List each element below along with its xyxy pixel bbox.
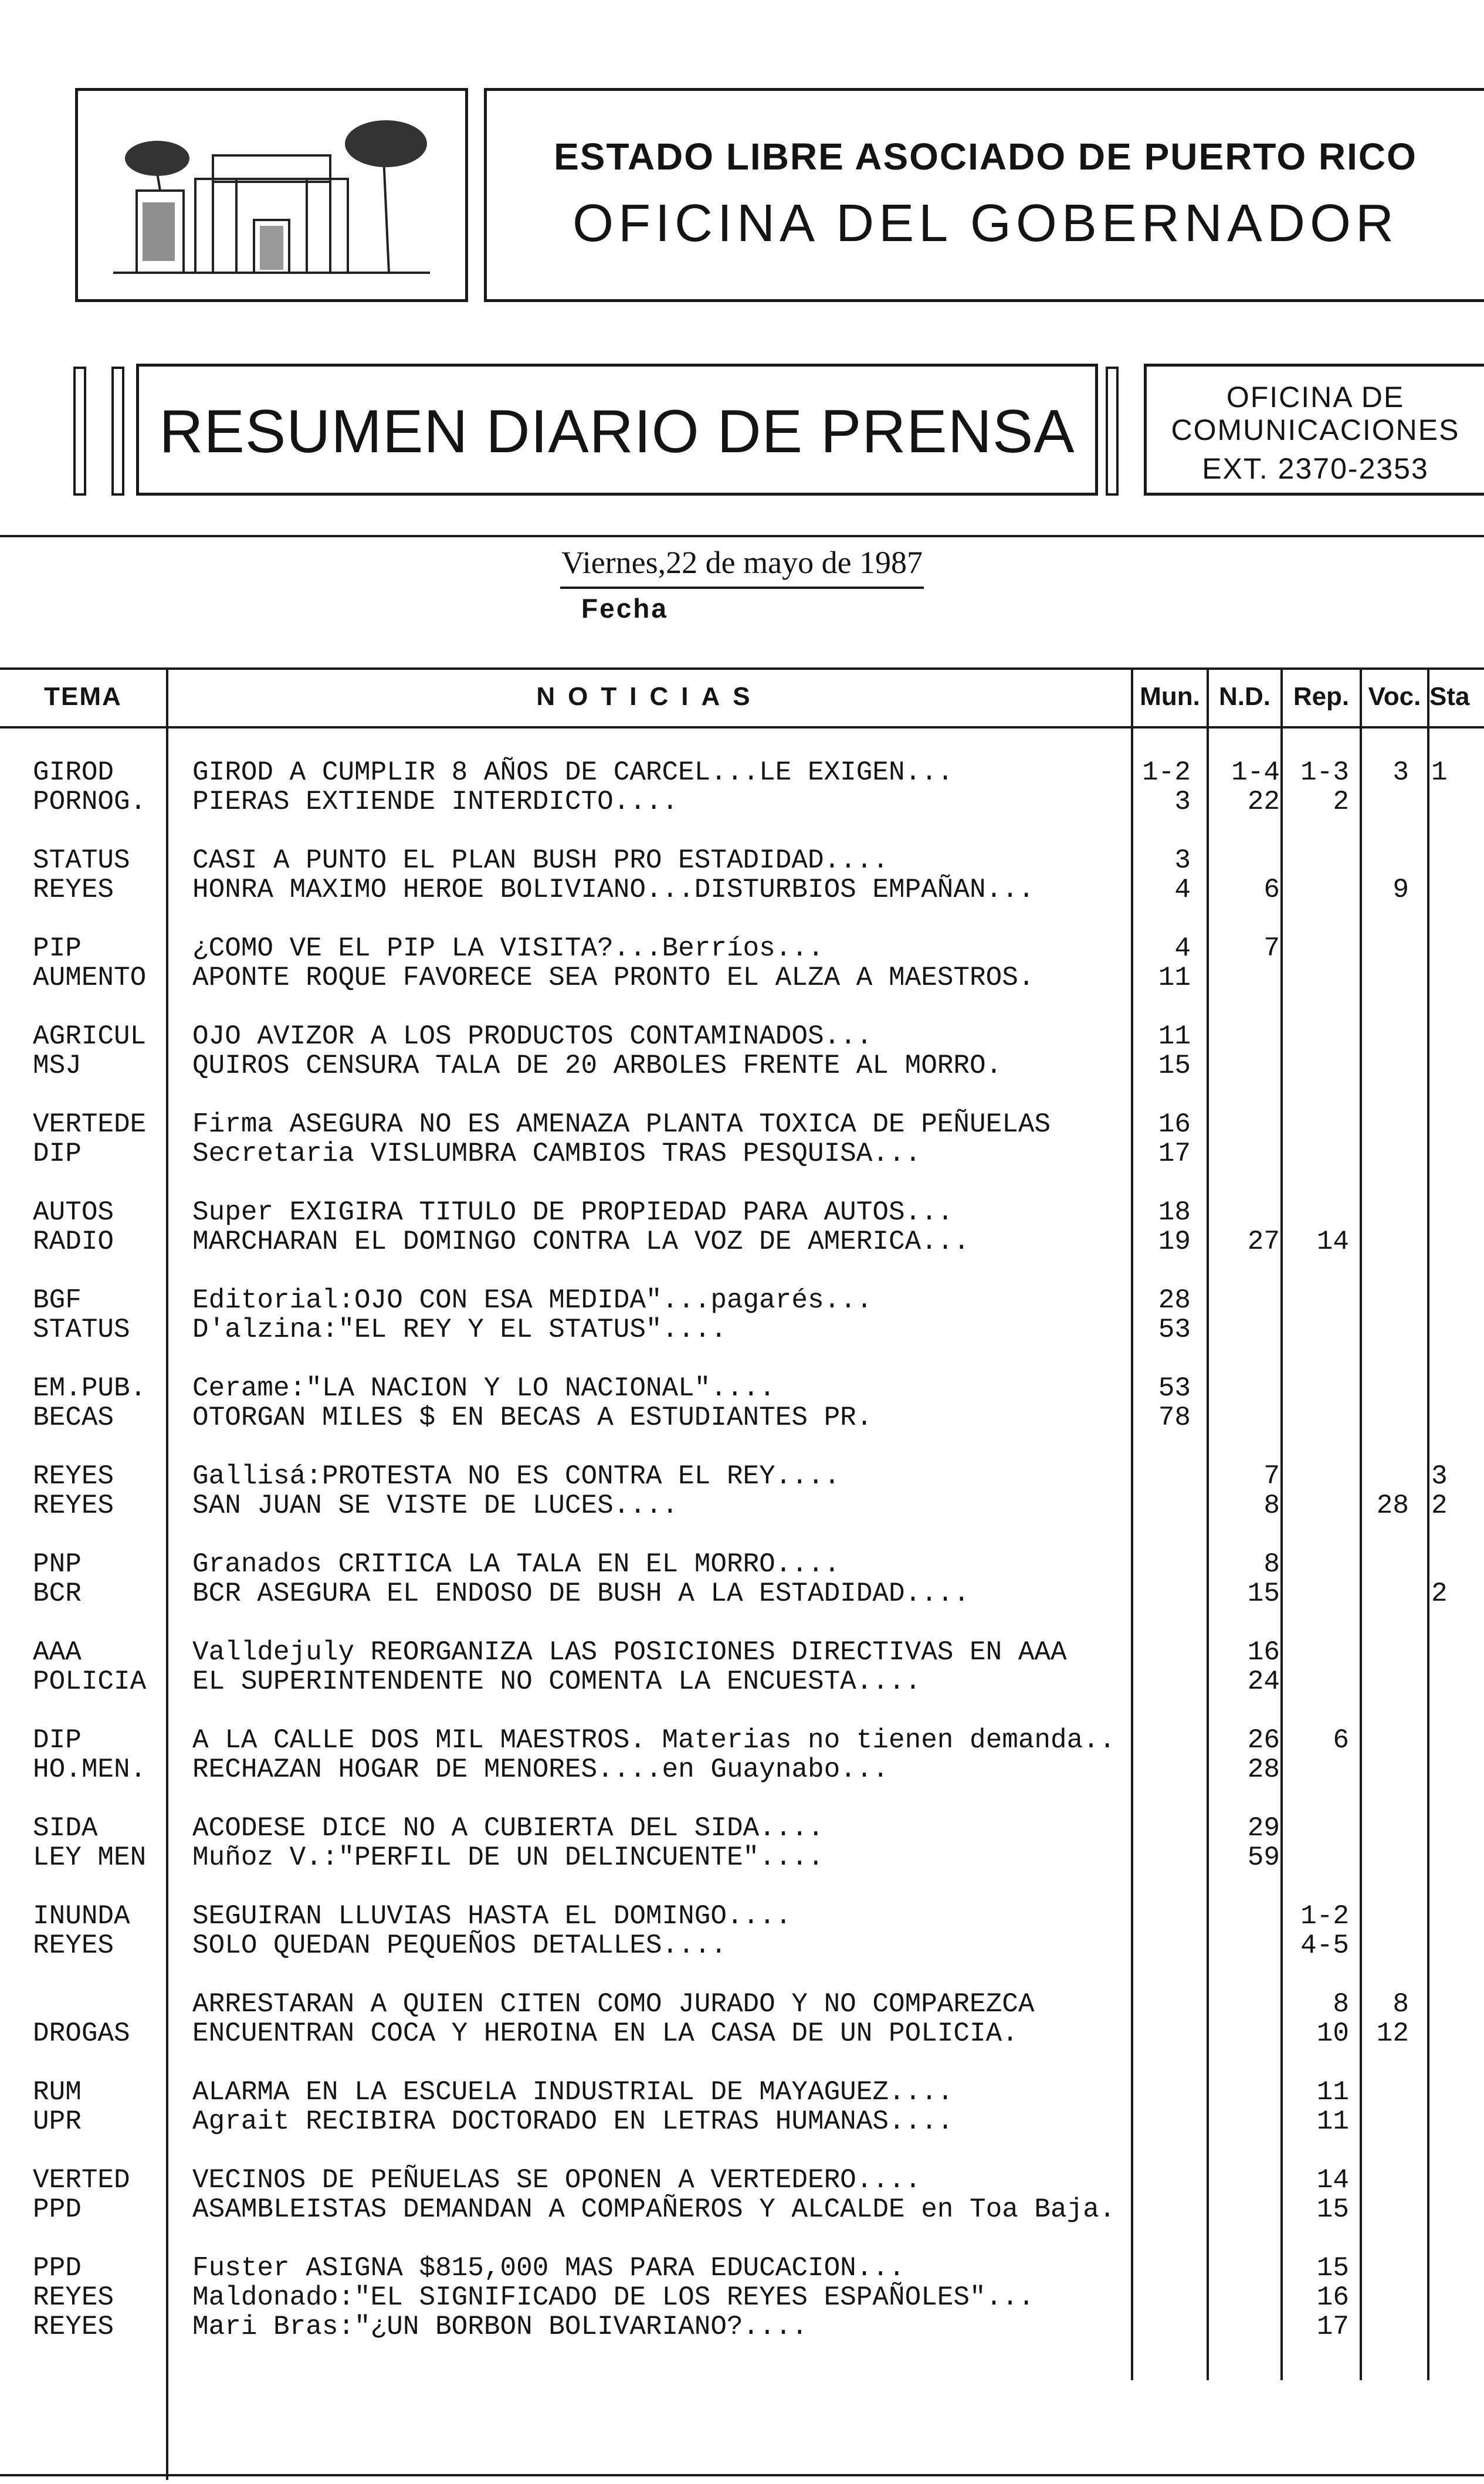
row-sta xyxy=(1431,2195,1472,2224)
row-tema: UPR xyxy=(33,2106,82,2137)
row-noticia: BCR ASEGURA EL ENDOSO DE BUSH A LA ESTADIDAD.... xyxy=(192,1578,970,1609)
row-nd xyxy=(1214,1374,1280,1403)
row-rep xyxy=(1285,1814,1349,1843)
row-mun xyxy=(1131,2019,1191,2048)
row-nd: 8 xyxy=(1263,1490,1280,1521)
row-tema: VERTED xyxy=(33,2165,130,2195)
row-voc xyxy=(1356,1315,1409,1344)
row-noticia: Maldonado:"EL SIGNIFICADO DE LOS REYES ESPAÑOLES"... xyxy=(192,2282,1035,2313)
row-noticia: ALARMA EN LA ESCUELA INDUSTRIAL DE MAYAGUEZ.... xyxy=(192,2077,954,2107)
row-tema: AAA xyxy=(33,1637,82,1668)
row-voc xyxy=(1356,1579,1409,1608)
row-nd xyxy=(1214,1022,1280,1051)
row-sta xyxy=(1431,1843,1472,1872)
row-nd xyxy=(1214,1990,1280,2019)
row-mun: 18 xyxy=(1158,1197,1191,1228)
row-tema: AUMENTO xyxy=(33,963,147,993)
row-rep xyxy=(1285,1139,1349,1168)
row-voc xyxy=(1356,1403,1409,1432)
row-rep: 10 xyxy=(1316,2018,1349,2049)
row-nd xyxy=(1214,2253,1280,2283)
office-line2: COMUNICACIONES xyxy=(1171,414,1460,446)
row-nd xyxy=(1214,1110,1280,1139)
row-nd: 16 xyxy=(1247,1637,1280,1668)
row-rep xyxy=(1285,1843,1349,1872)
row-voc xyxy=(1356,2078,1409,2107)
column-header-mun: Mun. xyxy=(1140,682,1200,711)
row-voc xyxy=(1356,963,1409,992)
row-rep xyxy=(1285,1374,1349,1403)
row-noticia: SEGUIRAN LLUVIAS HASTA EL DOMINGO.... xyxy=(192,1901,792,1931)
row-rep: 6 xyxy=(1333,1725,1349,1756)
row-nd: 6 xyxy=(1263,875,1280,905)
row-voc xyxy=(1356,1667,1409,1696)
row-mun: 11 xyxy=(1158,1021,1191,1052)
row-tema: RUM xyxy=(33,2077,82,2107)
column-header-noticias: NOTICIAS xyxy=(536,682,763,711)
column-header-sta: Sta xyxy=(1429,682,1470,711)
row-noticia: Muñoz V.:"PERFIL DE UN DELINCUENTE".... xyxy=(192,1842,824,1873)
row-rep: 16 xyxy=(1316,2282,1349,2313)
row-rep: 17 xyxy=(1316,2312,1349,2342)
row-nd xyxy=(1214,1315,1280,1344)
row-sta xyxy=(1431,1755,1472,1784)
row-sta xyxy=(1431,1931,1472,1960)
row-sta xyxy=(1431,1814,1472,1843)
row-tema: DIP xyxy=(33,1138,82,1169)
government-name: ESTADO LIBRE ASOCIADO DE PUERTO RICO xyxy=(554,135,1417,178)
row-mun: 16 xyxy=(1158,1109,1191,1140)
row-tema: STATUS xyxy=(33,1314,130,1345)
row-mun xyxy=(1131,1902,1191,1931)
row-rep xyxy=(1285,875,1349,904)
row-tema: REYES xyxy=(33,1930,114,1961)
row-tema: BECAS xyxy=(33,1402,114,1433)
row-rep: 15 xyxy=(1316,2253,1349,2283)
row-rep: 2 xyxy=(1333,787,1349,817)
row-rep: 15 xyxy=(1316,2194,1349,2225)
row-sta xyxy=(1431,1638,1472,1667)
row-sta xyxy=(1431,2283,1472,2312)
row-noticia: PIERAS EXTIENDE INTERDICTO.... xyxy=(192,787,679,817)
row-sta xyxy=(1431,1022,1472,1051)
row-mun xyxy=(1131,1726,1191,1755)
row-rep xyxy=(1285,1403,1349,1432)
row-rep xyxy=(1285,1198,1349,1227)
row-noticia: MARCHARAN EL DOMINGO CONTRA LA VOZ DE AMERICA... xyxy=(192,1226,970,1257)
row-rep xyxy=(1285,1315,1349,1344)
row-mun xyxy=(1131,1550,1191,1579)
row-noticia: Secretaria VISLUMBRA CAMBIOS TRAS PESQUISA... xyxy=(192,1138,921,1169)
row-nd xyxy=(1214,2107,1280,2136)
row-voc xyxy=(1356,2283,1409,2312)
row-sta xyxy=(1431,1139,1472,1168)
row-sta: 1 xyxy=(1431,757,1448,788)
row-nd: 29 xyxy=(1247,1813,1280,1843)
row-tema: INUNDA xyxy=(33,1901,130,1931)
row-nd: 7 xyxy=(1263,933,1280,964)
row-mun: 11 xyxy=(1158,963,1191,993)
row-noticia: Agrait RECIBIRA DOCTORADO EN LETRAS HUMANAS.... xyxy=(192,2106,954,2137)
row-voc xyxy=(1356,1462,1409,1491)
row-mun xyxy=(1131,1931,1191,1960)
column-header-voc: Voc. xyxy=(1368,682,1421,711)
row-rep xyxy=(1285,1491,1349,1520)
row-voc xyxy=(1356,1286,1409,1315)
row-nd xyxy=(1214,1931,1280,1960)
row-mun xyxy=(1131,1755,1191,1784)
row-nd xyxy=(1214,2283,1280,2312)
row-mun: 4 xyxy=(1174,875,1191,905)
row-mun xyxy=(1131,2166,1191,2195)
row-mun xyxy=(1131,2195,1191,2224)
row-nd: 1-4 xyxy=(1231,757,1280,788)
row-tema: DIP xyxy=(33,1725,82,1756)
row-sta xyxy=(1431,1315,1472,1344)
row-rep xyxy=(1285,963,1349,992)
row-voc: 9 xyxy=(1392,875,1409,905)
row-nd: 7 xyxy=(1263,1461,1280,1492)
row-mun xyxy=(1131,2078,1191,2107)
row-voc xyxy=(1356,1227,1409,1256)
row-sta xyxy=(1431,1403,1472,1432)
row-noticia: EL SUPERINTENDENTE NO COMENTA LA ENCUESTA.... xyxy=(192,1666,921,1697)
row-sta xyxy=(1431,1902,1472,1931)
column-header-tema: TEMA xyxy=(44,682,122,711)
row-tema: AUTOS xyxy=(33,1197,114,1228)
row-voc xyxy=(1356,1814,1409,1843)
row-voc xyxy=(1356,1843,1409,1872)
row-nd: 26 xyxy=(1247,1725,1280,1756)
row-nd: 59 xyxy=(1247,1842,1280,1873)
row-rep xyxy=(1285,846,1349,875)
row-tema: REYES xyxy=(33,2282,114,2313)
row-sta xyxy=(1431,2312,1472,2341)
row-rep xyxy=(1285,1638,1349,1667)
row-sta: 3 xyxy=(1431,1461,1448,1492)
row-rep xyxy=(1285,1110,1349,1139)
date-label: Fecha xyxy=(581,593,668,623)
date-value: Viernes,22 de mayo de 1987 xyxy=(561,545,923,580)
row-mun: 19 xyxy=(1158,1226,1191,1257)
row-tema: EM.PUB. xyxy=(33,1373,147,1404)
row-voc xyxy=(1356,1902,1409,1931)
row-voc xyxy=(1356,846,1409,875)
banner-title: RESUMEN DIARIO DE PRENSA xyxy=(159,398,1075,466)
row-nd: 15 xyxy=(1247,1578,1280,1609)
row-voc: 28 xyxy=(1376,1490,1409,1521)
row-nd: 22 xyxy=(1247,787,1280,817)
row-mun xyxy=(1131,1843,1191,1872)
row-voc xyxy=(1356,2195,1409,2224)
row-mun: 53 xyxy=(1158,1373,1191,1404)
row-sta: 2 xyxy=(1431,1578,1448,1609)
row-noticia: Cerame:"LA NACION Y LO NACIONAL".... xyxy=(192,1373,775,1404)
row-sta xyxy=(1431,1286,1472,1315)
row-tema: REYES xyxy=(33,2312,114,2342)
row-nd xyxy=(1214,963,1280,992)
row-voc: 8 xyxy=(1392,1989,1409,2019)
column-header-rep: Rep. xyxy=(1293,682,1350,711)
row-nd: 8 xyxy=(1263,1549,1280,1580)
row-mun xyxy=(1131,1667,1191,1696)
row-sta xyxy=(1431,2107,1472,2136)
row-rep: 11 xyxy=(1316,2077,1349,2107)
row-noticia: VECINOS DE PEÑUELAS SE OPONEN A VERTEDERO.... xyxy=(192,2165,921,2195)
row-nd xyxy=(1214,2312,1280,2341)
row-mun xyxy=(1131,1462,1191,1491)
row-noticia: ASAMBLEISTAS DEMANDAN A COMPAÑEROS Y ALCALDE en Toa Baja. xyxy=(192,2194,1116,2225)
row-noticia: QUIROS CENSURA TALA DE 20 ARBOLES FRENTE AL MORRO. xyxy=(192,1050,1002,1081)
row-sta xyxy=(1431,875,1472,904)
row-voc xyxy=(1356,1726,1409,1755)
row-rep: 1-2 xyxy=(1300,1901,1349,1931)
row-sta: 2 xyxy=(1431,1490,1448,1521)
row-voc xyxy=(1356,1110,1409,1139)
row-mun: 1-2 xyxy=(1142,757,1191,788)
row-noticia: Firma ASEGURA NO ES AMENAZA PLANTA TOXICA DE PEÑUELAS xyxy=(192,1109,1051,1140)
row-rep: 1-3 xyxy=(1300,757,1349,788)
row-tema: VERTEDE xyxy=(33,1109,147,1140)
row-rep: 14 xyxy=(1316,1226,1349,1257)
row-mun xyxy=(1131,1990,1191,2019)
row-sta xyxy=(1431,1227,1472,1256)
office-extension: EXT. 2370-2353 xyxy=(1202,452,1429,485)
row-tema: BCR xyxy=(33,1578,82,1609)
row-rep xyxy=(1285,1579,1349,1608)
row-voc xyxy=(1356,934,1409,963)
row-voc xyxy=(1356,1374,1409,1403)
row-rep: 14 xyxy=(1316,2165,1349,2195)
row-sta xyxy=(1431,2019,1472,2048)
row-tema: GIROD xyxy=(33,757,114,788)
row-mun: 53 xyxy=(1158,1314,1191,1345)
row-voc xyxy=(1356,1638,1409,1667)
row-mun: 3 xyxy=(1174,787,1191,817)
row-voc: 3 xyxy=(1392,757,1409,788)
row-rep xyxy=(1285,1755,1349,1784)
row-tema: PPD xyxy=(33,2253,82,2283)
row-nd xyxy=(1214,1139,1280,1168)
row-tema: REYES xyxy=(33,1490,114,1521)
row-sta xyxy=(1431,1550,1472,1579)
row-voc xyxy=(1356,1022,1409,1051)
row-tema: HO.MEN. xyxy=(33,1754,147,1785)
row-mun: 15 xyxy=(1158,1050,1191,1081)
row-tema: BGF xyxy=(33,1285,82,1316)
row-noticia: ACODESE DICE NO A CUBIERTA DEL SIDA.... xyxy=(192,1813,824,1843)
row-sta xyxy=(1431,846,1472,875)
row-rep xyxy=(1285,1550,1349,1579)
row-tema: PIP xyxy=(33,933,82,964)
row-tema: MSJ xyxy=(33,1050,82,1081)
row-noticia: A LA CALLE DOS MIL MAESTROS. Materias no tienen demanda.. xyxy=(192,1725,1116,1756)
row-mun: 28 xyxy=(1158,1285,1191,1316)
row-voc xyxy=(1356,1550,1409,1579)
row-sta xyxy=(1431,1374,1472,1403)
row-mun xyxy=(1131,1579,1191,1608)
row-tema: REYES xyxy=(33,875,114,905)
row-mun: 4 xyxy=(1174,933,1191,964)
row-sta xyxy=(1431,1990,1472,2019)
row-sta xyxy=(1431,1667,1472,1696)
row-tema: AGRICUL xyxy=(33,1021,147,1052)
row-mun xyxy=(1131,2253,1191,2283)
row-tema: SIDA xyxy=(33,1813,98,1843)
row-sta xyxy=(1431,1051,1472,1080)
row-nd xyxy=(1214,2166,1280,2195)
row-noticia: Granados CRITICA LA TALA EN EL MORRO.... xyxy=(192,1549,841,1580)
row-noticia: ARRESTARAN A QUIEN CITEN COMO JURADO Y NO COMPAREZCA xyxy=(192,1989,1035,2019)
row-sta xyxy=(1431,934,1472,963)
row-sta xyxy=(1431,1110,1472,1139)
row-rep: 11 xyxy=(1316,2106,1349,2137)
row-sta xyxy=(1431,2078,1472,2107)
row-rep xyxy=(1285,1462,1349,1491)
row-nd xyxy=(1214,1198,1280,1227)
row-tema: DROGAS xyxy=(33,2018,130,2049)
row-mun xyxy=(1131,2107,1191,2136)
row-rep: 8 xyxy=(1333,1989,1349,2019)
row-sta xyxy=(1431,963,1472,992)
row-tema: PORNOG. xyxy=(33,787,147,817)
row-noticia: RECHAZAN HOGAR DE MENORES....en Guaynabo... xyxy=(192,1754,889,1785)
row-voc xyxy=(1356,2253,1409,2283)
row-noticia: ¿COMO VE EL PIP LA VISITA?...Berríos... xyxy=(192,933,824,964)
row-mun xyxy=(1131,2283,1191,2312)
row-voc: 12 xyxy=(1376,2018,1409,2049)
row-rep xyxy=(1285,934,1349,963)
row-tema: RADIO xyxy=(33,1226,114,1257)
row-tema: REYES xyxy=(33,1461,114,1492)
office-line1: OFICINA DE xyxy=(1226,381,1405,414)
row-mun xyxy=(1131,1491,1191,1520)
row-noticia: Super EXIGIRA TITULO DE PROPIEDAD PARA AUTOS... xyxy=(192,1197,954,1228)
office-name: OFICINA DEL GOBERNADOR xyxy=(572,194,1398,253)
row-nd: 24 xyxy=(1247,1666,1280,1697)
row-noticia: OTORGAN MILES $ EN BECAS A ESTUDIANTES PR. xyxy=(192,1402,873,1433)
row-sta xyxy=(1431,787,1472,816)
row-nd xyxy=(1214,2019,1280,2048)
row-rep xyxy=(1285,1286,1349,1315)
row-noticia: CASI A PUNTO EL PLAN BUSH PRO ESTADIDAD.... xyxy=(192,845,889,876)
row-rep xyxy=(1285,1667,1349,1696)
row-noticia: Gallisá:PROTESTA NO ES CONTRA EL REY.... xyxy=(192,1461,841,1492)
row-noticia: SOLO QUEDAN PEQUEÑOS DETALLES.... xyxy=(192,1930,727,1961)
row-nd: 27 xyxy=(1247,1226,1280,1257)
row-voc xyxy=(1356,1198,1409,1227)
row-voc xyxy=(1356,2107,1409,2136)
row-voc xyxy=(1356,1051,1409,1080)
row-voc xyxy=(1356,1139,1409,1168)
row-nd xyxy=(1214,2078,1280,2107)
row-sta xyxy=(1431,1198,1472,1227)
row-noticia: HONRA MAXIMO HEROE BOLIVIANO...DISTURBIOS EMPAÑAN... xyxy=(192,875,1035,905)
row-sta xyxy=(1431,1726,1472,1755)
row-nd xyxy=(1214,1902,1280,1931)
row-rep xyxy=(1285,1022,1349,1051)
row-noticia: SAN JUAN SE VISTE DE LUCES.... xyxy=(192,1490,679,1521)
row-tema: POLICIA xyxy=(33,1666,147,1697)
row-noticia: OJO AVIZOR A LOS PRODUCTOS CONTAMINADOS... xyxy=(192,1021,873,1052)
row-tema: PPD xyxy=(33,2194,82,2225)
row-nd xyxy=(1214,1403,1280,1432)
row-voc xyxy=(1356,1931,1409,1960)
row-voc xyxy=(1356,787,1409,816)
row-nd xyxy=(1214,1286,1280,1315)
row-mun xyxy=(1131,2312,1191,2341)
row-noticia: APONTE ROQUE FAVORECE SEA PRONTO EL ALZA A MAESTROS. xyxy=(192,963,1035,993)
row-noticia: Fuster ASIGNA $815,000 MAS PARA EDUCACION... xyxy=(192,2253,905,2283)
column-header-nd: N.D. xyxy=(1219,682,1270,711)
row-nd xyxy=(1214,846,1280,875)
row-rep xyxy=(1285,1051,1349,1080)
row-voc xyxy=(1356,1755,1409,1784)
row-nd xyxy=(1214,1051,1280,1080)
row-noticia: Mari Bras:"¿UN BORBON BOLIVARIANO?.... xyxy=(192,2312,808,2342)
row-mun: 78 xyxy=(1158,1402,1191,1433)
row-tema: LEY MEN xyxy=(33,1842,147,1873)
row-mun: 3 xyxy=(1174,845,1191,876)
row-noticia: Editorial:OJO CON ESA MEDIDA"...pagarés... xyxy=(192,1285,873,1316)
row-mun xyxy=(1131,1638,1191,1667)
row-nd xyxy=(1214,2195,1280,2224)
row-mun xyxy=(1131,1814,1191,1843)
row-noticia: D'alzina:"EL REY Y EL STATUS".... xyxy=(192,1314,727,1345)
row-rep: 4-5 xyxy=(1300,1930,1349,1961)
row-sta xyxy=(1431,2166,1472,2195)
row-noticia: ENCUENTRAN COCA Y HEROINA EN LA CASA DE UN POLICIA. xyxy=(192,2018,1018,2049)
row-tema: STATUS xyxy=(33,845,130,876)
row-voc xyxy=(1356,2166,1409,2195)
row-voc xyxy=(1356,2312,1409,2341)
row-noticia: GIROD A CUMPLIR 8 AÑOS DE CARCEL...LE EXIGEN... xyxy=(192,757,954,788)
row-sta xyxy=(1431,2253,1472,2283)
row-tema: PNP xyxy=(33,1549,82,1580)
row-noticia: Valldejuly REORGANIZA LAS POSICIONES DIRECTIVAS EN AAA xyxy=(192,1637,1067,1668)
row-nd: 28 xyxy=(1247,1754,1280,1785)
row-mun: 17 xyxy=(1158,1138,1191,1169)
